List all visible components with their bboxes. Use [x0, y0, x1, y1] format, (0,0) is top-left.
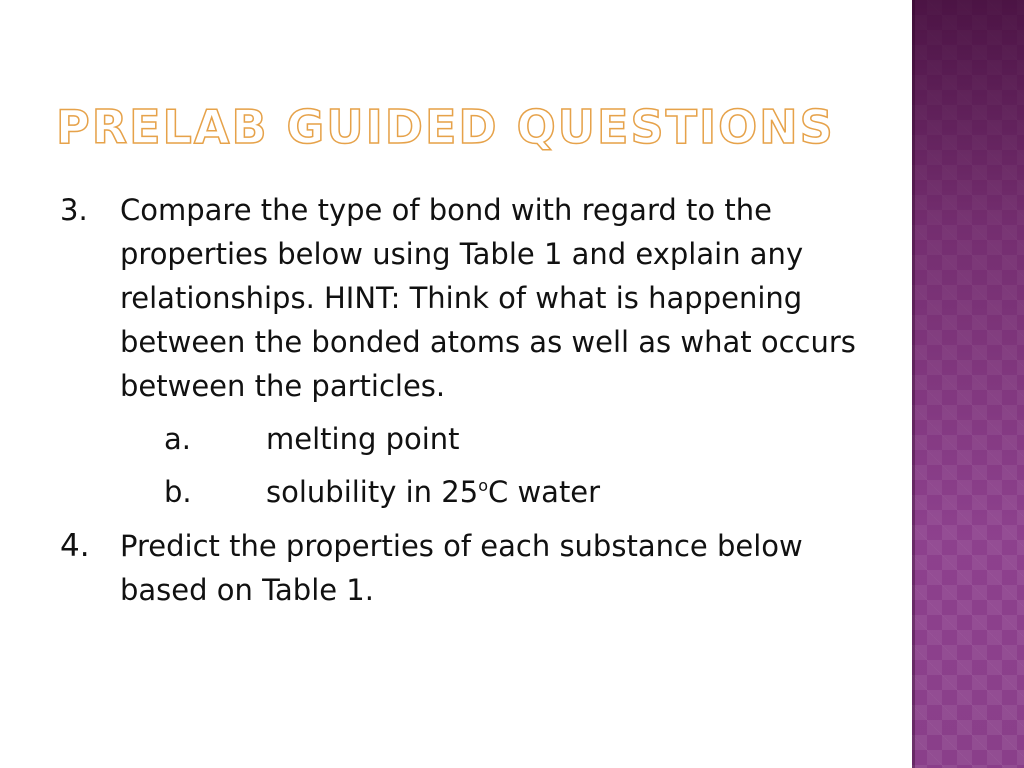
side-band-edge	[912, 0, 915, 768]
subitem-b-text-before: solubility in 25	[266, 475, 479, 509]
question-3	[60, 188, 860, 408]
decorative-side-band	[912, 0, 1024, 768]
subitem-a	[60, 417, 860, 461]
degree-superscript: o	[478, 476, 488, 495]
question-4-text: Predict the properties of each substance below based on Table 1.	[120, 529, 803, 607]
question-3-text: Compare the type of bond with regard to the properties below using Table 1 and explain any relationships. HINT: Think of what is happening between the bonded atoms as well as what occurs between the particles.	[120, 193, 856, 403]
subitem-b-letter: b.	[164, 475, 192, 509]
subitem-a-letter: a.	[164, 422, 191, 456]
subitem-a-text: melting point	[266, 422, 460, 456]
question-4	[60, 524, 860, 612]
subitem-b	[60, 470, 860, 514]
slide-title: PRELAB GUIDED QUESTIONS	[56, 100, 835, 154]
question-4-number: 4.	[60, 528, 90, 564]
subitem-b-text	[266, 475, 600, 509]
subitem-b-text-after: C water	[487, 475, 601, 509]
question-3-number: 3.	[60, 193, 88, 227]
slide-body	[60, 188, 860, 612]
